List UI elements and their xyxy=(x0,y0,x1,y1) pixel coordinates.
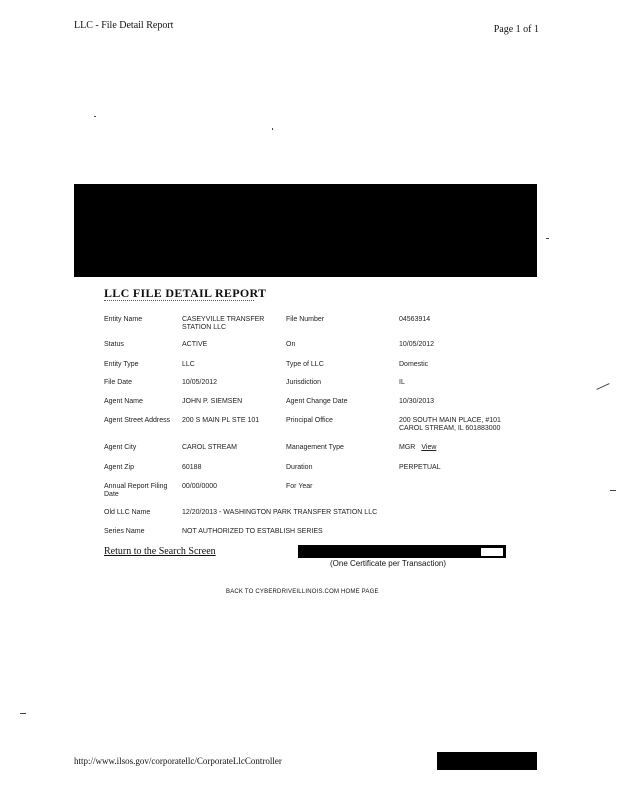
field-value: JOHN P. SIEMSEN xyxy=(182,398,243,405)
field-value: ACTIVE xyxy=(182,341,208,348)
table-row xyxy=(104,398,512,416)
field-label: Principal Office xyxy=(286,417,333,424)
field-label: File Number xyxy=(286,316,325,323)
field-value: 60188 xyxy=(182,464,202,471)
view-link[interactable]: View xyxy=(421,444,437,451)
field-value: 12/20/2013 - WASHINGTON PARK TRANSFER STATION LLC xyxy=(182,509,378,516)
field-value xyxy=(399,444,514,452)
scan-speck xyxy=(94,116,96,117)
table-row xyxy=(104,464,512,482)
field-label: File Date xyxy=(104,379,133,386)
field-label: Old LLC Name xyxy=(104,509,151,516)
field-label: Entity Type xyxy=(104,361,139,368)
field-value: 200 S MAIN PL STE 101 xyxy=(182,417,260,424)
table-row xyxy=(104,417,512,441)
scan-speck xyxy=(596,383,609,390)
field-label: Management Type xyxy=(286,444,344,451)
return-to-search-link[interactable]: Return to the Search Screen xyxy=(104,546,216,557)
certificate-button-redacted[interactable] xyxy=(298,545,506,558)
management-type-value: MGR xyxy=(399,444,416,451)
field-label: Status xyxy=(104,341,124,348)
field-value: 10/05/2012 xyxy=(399,341,435,348)
field-label: Duration xyxy=(286,464,313,471)
field-label: Agent Zip xyxy=(104,464,134,471)
field-label: Entity Name xyxy=(104,316,143,323)
field-label: Annual Report Filing Date xyxy=(104,483,168,498)
field-value: 200 SOUTH MAIN PLACE, #101 CAROL STREAM, IL 601883000 xyxy=(399,417,501,432)
field-label: Type of LLC xyxy=(286,361,324,368)
field-label: Agent Street Address xyxy=(104,417,171,424)
table-row xyxy=(104,483,512,505)
footer-url: http://www.ilsos.gov/corporatellc/CorporateLlcController xyxy=(74,756,282,766)
field-label: Agent Change Date xyxy=(286,398,348,405)
field-value: LLC xyxy=(182,361,195,368)
table-row xyxy=(104,509,512,527)
field-label: For Year xyxy=(286,483,313,490)
redacted-footer-block xyxy=(437,752,537,770)
field-value: 04563914 xyxy=(399,316,431,323)
table-row xyxy=(104,444,512,462)
field-value: IL xyxy=(399,379,405,386)
certificate-note: (One Certificate per Transaction) xyxy=(330,559,447,568)
field-value: NOT AUTHORIZED TO ESTABLISH SERIES xyxy=(182,528,323,535)
table-row xyxy=(104,528,512,546)
field-label: Series Name xyxy=(104,528,145,535)
field-value: 00/00/0000 xyxy=(182,483,218,490)
scan-speck xyxy=(546,238,549,239)
scan-speck xyxy=(272,128,273,130)
field-label: Agent City xyxy=(104,444,137,451)
redacted-banner xyxy=(74,184,537,277)
field-value: CAROL STREAM xyxy=(182,444,237,451)
table-row xyxy=(104,361,512,379)
field-value: CASEYVILLE TRANSFER STATION LLC xyxy=(182,316,265,331)
back-to-home-link[interactable]: BACK TO CYBERDRIVEILLINOIS.COM HOME PAGE xyxy=(226,589,379,595)
certificate-box xyxy=(480,547,504,557)
field-label: On xyxy=(286,341,296,348)
field-value: 10/05/2012 xyxy=(182,379,218,386)
field-value: Domestic xyxy=(399,361,429,368)
field-value: 10/30/2013 xyxy=(399,398,435,405)
scan-speck xyxy=(610,490,616,491)
field-label: Agent Name xyxy=(104,398,143,405)
table-row xyxy=(104,341,512,359)
scan-speck xyxy=(20,713,26,714)
header-title: LLC - File Detail Report xyxy=(74,20,174,31)
field-value: PERPETUAL xyxy=(399,464,441,471)
table-row xyxy=(104,379,512,397)
field-label: Jurisdiction xyxy=(286,379,322,386)
title-divider xyxy=(104,300,254,301)
table-row xyxy=(104,316,512,334)
report-title: LLC FILE DETAIL REPORT xyxy=(104,286,267,300)
page-number: Page 1 of 1 xyxy=(493,24,539,35)
